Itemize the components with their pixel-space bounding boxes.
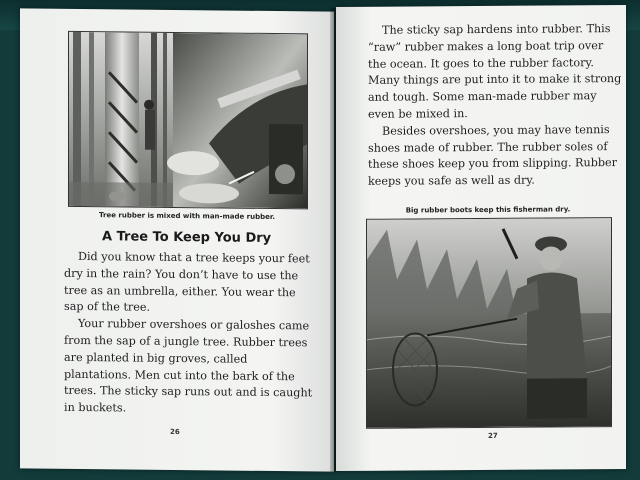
left-body-text bbox=[64, 249, 314, 420]
page-heading: A Tree To Keep You Dry bbox=[102, 229, 272, 246]
right-paragraph-2: Besides overshoes, you may have tennis shoes made of rubber. The rubber soles of these shoes keep you from slipping. Rubber keeps you safe as well as dry. bbox=[368, 122, 617, 188]
left-paragraph-1: Did you know that a tree keeps your feet dry in the rain? You don’t have to use the tree as an umbrella, either. You wear the sap of the tree. bbox=[64, 249, 310, 315]
fisherman-photo bbox=[366, 217, 612, 429]
right-paragraph-1: The sticky sap hardens into rubber. This “raw” rubber makes a long boat trip over the ocean. It goes to the rubber factory. Many things are put into it to make it strong and tough. Some man-made rubber may even be mixed in. bbox=[368, 22, 622, 121]
fisherman-illustration bbox=[367, 218, 611, 428]
right-photo-caption: Big rubber boots keep this fisherman dry. bbox=[405, 205, 571, 215]
right-page-number: 27 bbox=[488, 431, 498, 440]
rubber-tapping-photo bbox=[68, 31, 308, 210]
left-page-number: 26 bbox=[170, 427, 180, 437]
left-page bbox=[20, 8, 334, 471]
rubber-tapping-illustration bbox=[69, 32, 307, 208]
left-photo-caption: Tree rubber is mixed with man-made rubber. bbox=[99, 211, 275, 222]
right-body-text bbox=[368, 21, 622, 191]
right-page bbox=[336, 5, 626, 471]
left-paragraph-2: Your rubber overshoes or galoshes came from the sap of a jungle tree. Rubber trees are planted in big groves, called plantations. Men cut into the bark of the trees. The sticky sap runs out and is caught in buckets. bbox=[64, 317, 313, 415]
